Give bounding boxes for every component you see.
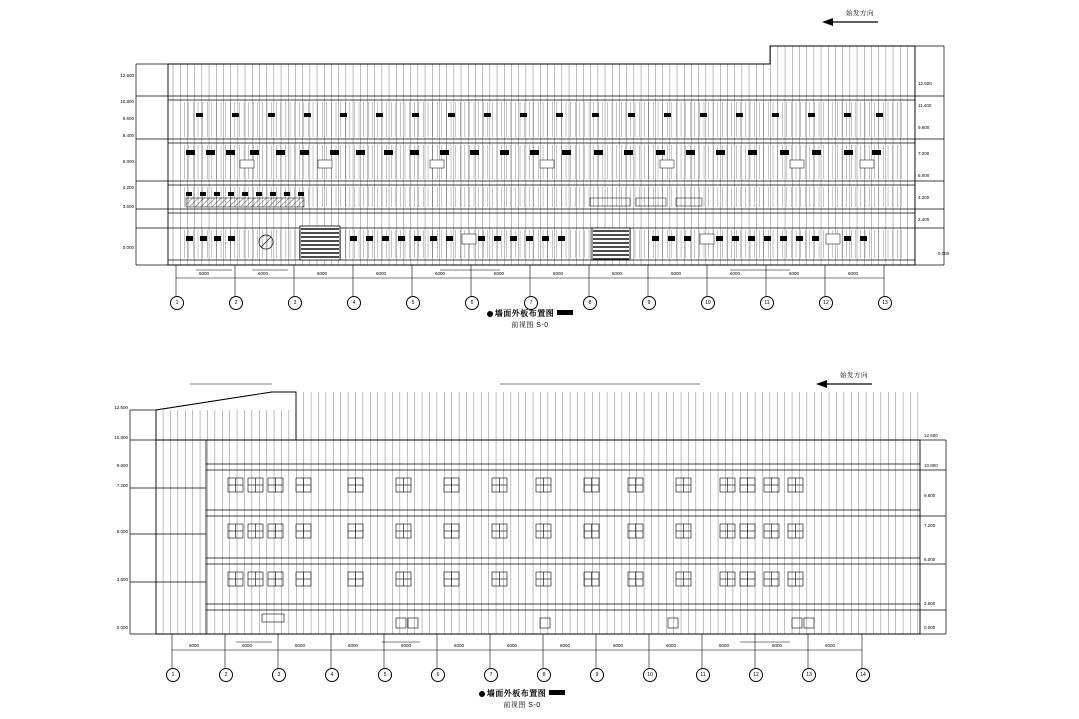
grid-bubble: 4 [347,296,361,310]
dimension-text: 6000 [376,271,387,276]
drawing-title-bottom [432,688,612,710]
drawing-title-sub: 前视图 S-0 [511,322,549,329]
elevation-tag-right: 9.600 [918,125,930,130]
title-rule [549,690,565,695]
drawing-title-main: 墙面外板布置图 [440,308,620,319]
grid-bubble: 5 [378,668,392,682]
grid-bubble: 7 [524,296,538,310]
elevation-tag-left: 0.000 [116,625,128,630]
grid-bubble: 9 [590,668,604,682]
grid-bubble: 10 [701,296,715,310]
elevation-tag-right: 2.400 [918,217,930,222]
elevation-tag-right: 10.800 [924,463,938,468]
elevation-tag-left: 10.800 [114,435,128,440]
grid-bubble: 6 [465,296,479,310]
dimension-text: 6000 [825,643,836,648]
dimension-text: 6000 [719,643,730,648]
grid-bubble: 13 [878,296,892,310]
elevation-tag-right: 11.400 [918,103,932,108]
grid-bubble: 2 [229,296,243,310]
dimension-text: 6000 [295,643,306,648]
elevation-tag-left: 9.600 [122,116,134,121]
elevation-tag-right: 0.000 [924,625,936,630]
dimension-text: 6000 [612,271,623,276]
elevation-tag-right: 12.600 [918,81,932,86]
elevation-tag-left: 7.200 [116,483,128,488]
grid-bubble: 8 [583,296,597,310]
elevation-tag-right: 6.000 [924,557,936,562]
elevation-tag-right: 6.000 [918,173,930,178]
grid-bubble: 6 [431,668,445,682]
elevation-tag-left: 9.600 [116,463,128,468]
grid-bubble: 3 [272,668,286,682]
elevation-tag-right: 4.200 [918,195,930,200]
title-rule [557,310,573,315]
elevation-tag-left: 12.600 [114,405,128,410]
elevation-tag-left: 4.200 [122,185,134,190]
grid-bubble: 4 [325,668,339,682]
grid-bubble: 12 [819,296,833,310]
drawing-title-main: 墙面外板布置图 [432,688,612,699]
elevation-tag-right: 3.600 [924,601,936,606]
grid-bubble: 7 [484,668,498,682]
grid-bubble: 9 [642,296,656,310]
elevation-tag-left: 0.000 [122,245,134,250]
elevation-drawing-bottom [0,352,1079,719]
dimension-text: 6000 [242,643,253,648]
dimension-text: 6000 [772,643,783,648]
dimension-text: 6000 [494,271,505,276]
dimension-text: 6000 [454,643,465,648]
elevation-tag-left: 10.800 [120,99,134,104]
dimension-text: 6000 [671,271,682,276]
dimension-text: 6000 [666,643,677,648]
dimension-text: 6000 [553,271,564,276]
dimension-text: 6000 [348,643,359,648]
elevation-tag-right: 7.200 [918,151,930,156]
elevation-tag-left: 12.600 [120,73,134,78]
dimension-text: 6000 [848,271,859,276]
filled-circle-marker-icon [479,691,485,697]
elevation-tag-right: 7.200 [924,523,936,528]
grid-bubble: 10 [643,668,657,682]
dimension-text: 6000 [401,643,412,648]
dimension-text: 6000 [199,271,210,276]
elevation-tag-left: 3.600 [122,204,134,209]
dimension-text: 6000 [507,643,518,648]
dimension-text: 6000 [789,271,800,276]
grid-bubble: 11 [760,296,774,310]
grid-bubble: 1 [170,296,184,310]
elevation-tag-left: 6.000 [122,159,134,164]
grid-bubble: 1 [166,668,180,682]
grid-bubble: 13 [802,668,816,682]
direction-note-top: 始发方向 [846,10,874,17]
filled-circle-marker-icon [487,311,493,317]
elevation-tag-left: 6.000 [116,529,128,534]
dimension-text: 6000 [560,643,571,648]
dimension-text: 6000 [258,271,269,276]
grid-bubble: 5 [406,296,420,310]
dimension-text: 6000 [317,271,328,276]
grid-bubble: 2 [219,668,233,682]
dimension-text: 6000 [613,643,624,648]
elevation-tag-left: 8.400 [122,133,134,138]
grid-bubble: 11 [696,668,710,682]
elevation-tag-right: 9.600 [924,493,936,498]
dimension-text: 6000 [189,643,200,648]
elevation-tag-left: 3.600 [116,577,128,582]
drawing-title-top [440,308,620,330]
grid-bubble: 8 [537,668,551,682]
elevation-tag-right: 12.600 [924,433,938,438]
grid-bubble: 12 [749,668,763,682]
direction-note-bottom: 始发方向 [840,372,868,379]
elevation-drawing-top [0,0,1079,352]
dimension-text: 6000 [435,271,446,276]
bottom-elevation-svg [0,352,1079,719]
grid-bubble: 3 [288,296,302,310]
grid-bubble: 14 [856,668,870,682]
elevation-tag-right: 0.000 [938,251,950,256]
drawing-title-sub: 前视图 S-0 [503,702,541,709]
dimension-text: 6000 [730,271,741,276]
